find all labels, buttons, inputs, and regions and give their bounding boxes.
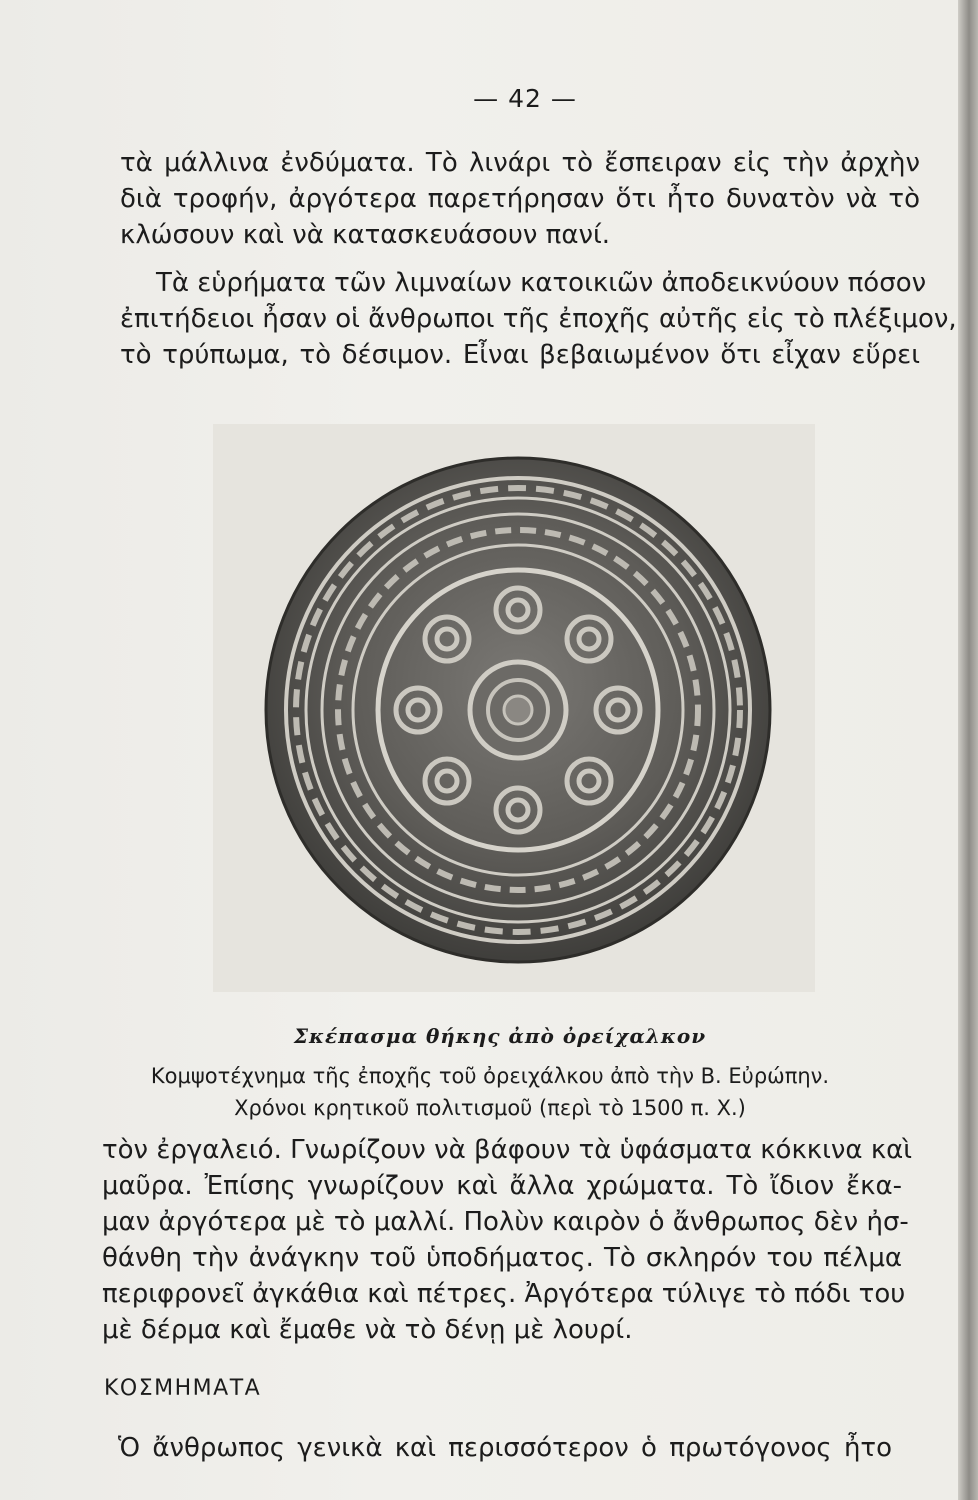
paragraph-4	[118, 1430, 892, 1466]
paragraph-3	[102, 1132, 913, 1348]
bronze-lid-photo	[213, 424, 815, 992]
figure-caption-line: Κομψοτέχνημα τῆς ἐποχῆς τοῦ ὀρειχάλκου ἀπὸ τὴν Β. Εὐρώπην.	[150, 1064, 830, 1088]
paragraph-3-line: θάνθη τὴν ἀνάγκην τοῦ ὑποδήματος. Τὸ σκληρόν του πέλμα	[102, 1243, 902, 1273]
paragraph-2-line: ἐπιτήδειοι ἦσαν οἱ ἄνθρωποι τῆς ἐποχῆς αὐτῆς εἰς τὸ πλέξιμον,	[120, 304, 957, 334]
paragraph-3-line: τὸν ἐργαλειό. Γνωρίζουν νὰ βάφουν τὰ ὑφάσματα κόκκινα καὶ	[102, 1135, 913, 1165]
figure-caption-title: Σκέπασμα θήκης ἀπὸ ὀρείχαλκον	[293, 1024, 707, 1048]
paragraph-3-line: μαν ἀργότερα μὲ τὸ μαλλί. Πολὺν καιρὸν ὁ ἄνθρωπος δὲν ἠσ-	[102, 1207, 909, 1237]
bronze-lid-illustration	[213, 424, 815, 992]
paragraph-4-line: Ὁ ἄνθρωπος γενικὰ καὶ περισσότερον ὁ πρωτόγονος ἦτο	[118, 1433, 892, 1463]
paragraph-2	[120, 265, 957, 373]
paragraph-2-line: τὸ τρύπωμα, τὸ δέσιμον. Εἶναι βεβαιωμένον ὅτι εἶχαν εὕρει	[120, 340, 920, 370]
page-number: — 42 —	[473, 84, 577, 113]
paragraph-1-line: τὰ μάλλινα ἐνδύματα. Τὸ λινάρι τὸ ἔσπειραν εἰς τὴν ἀρχὴν	[120, 148, 920, 178]
paragraph-1-line: κλώσουν καὶ νὰ κατασκευάσουν πανί.	[120, 220, 611, 250]
page-edge-shadow	[958, 0, 978, 1500]
figure-caption-line: Χρόνοι κρητικοῦ πολιτισμοῦ (περὶ τὸ 1500 π. Χ.)	[234, 1096, 746, 1120]
paragraph-2-line: Τὰ εὑρήματα τῶν λιμναίων κατοικιῶν ἀποδεικνύουν πόσον	[156, 268, 927, 298]
paragraph-1	[120, 145, 920, 253]
paragraph-3-line: μὲ δέρμα καὶ ἔμαθε νὰ τὸ δένῃ μὲ λουρί.	[102, 1315, 633, 1345]
paragraph-3-line: μαῦρα. Ἐπίσης γνωρίζουν καὶ ἄλλα χρώματα. Τὸ ἴδιον ἔκα-	[102, 1171, 902, 1201]
section-heading: ΚΟΣΜΗΜΑΤΑ	[104, 1376, 262, 1401]
paragraph-1-line: διὰ τροφήν, ἀργότερα παρετήρησαν ὅτι ἦτο δυνατὸν νὰ τὸ	[120, 184, 920, 214]
paragraph-3-line: περιφρονεῖ ἀγκάθια καὶ πέτρες. Ἀργότερα τύλιγε τὸ πόδι του	[102, 1279, 906, 1309]
